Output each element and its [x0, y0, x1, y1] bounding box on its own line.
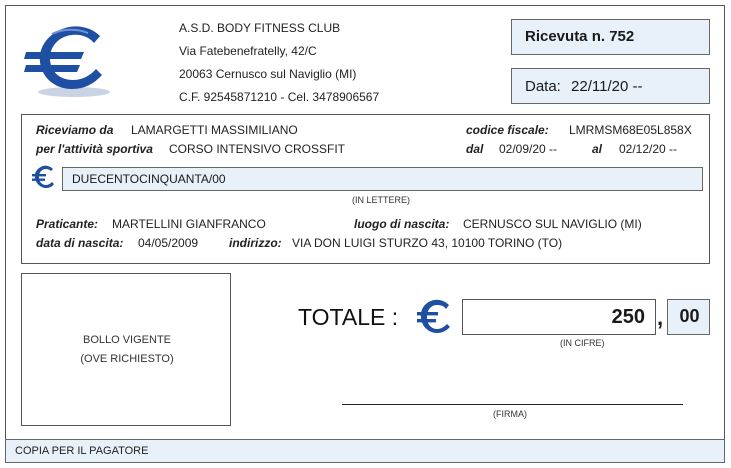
decimal-separator: , [657, 305, 664, 330]
euro-logo-icon [22, 22, 120, 100]
amount-in-words: DUECENTOCINQUANTA/00 [72, 172, 226, 186]
total-label: TOTALE : [298, 304, 399, 330]
total-cents: 00 [679, 306, 700, 326]
period-to-label: al [592, 142, 603, 156]
club-city: 20063 Cernusco sul Naviglio (MI) [179, 67, 357, 81]
tax-code-label: codice fiscale: [466, 123, 549, 137]
total-amount: 250 [611, 306, 645, 328]
club-fiscal-info: C.F. 92545871210 - Cel. 3478906567 [179, 90, 380, 104]
received-from-value: LAMARGETTI MASSIMILIANO [131, 123, 298, 137]
euro-icon [31, 164, 57, 190]
signature-caption: (FIRMA) [493, 409, 527, 419]
total-cents-field [667, 299, 710, 335]
tax-code-value: LMRMSM68E05L858X [569, 123, 692, 137]
date-box [511, 68, 710, 104]
receipt-number: Ricevuta n. 752 [525, 28, 635, 45]
receipt-number-box [511, 19, 710, 55]
birthplace-label: luogo di nascita: [354, 217, 450, 231]
amount-in-words-field [62, 167, 703, 191]
date-value: 22/11/20 -- [571, 78, 643, 95]
period-from-value: 02/09/20 -- [499, 142, 558, 156]
address-value: VIA DON LUIGI STURZO 43, 10100 TORINO (TO) [292, 236, 563, 250]
birthplace-value: CERNUSCO SUL NAVIGLIO (MI) [463, 217, 642, 231]
total-amount-field [462, 299, 656, 335]
signature-line [342, 404, 683, 405]
date-field [525, 78, 642, 95]
stamp-line-2: (OVE RICHIESTO) [80, 353, 174, 365]
in-figures-caption: (IN CIFRE) [560, 338, 605, 348]
stamp-line-1: BOLLO VIGENTE [82, 334, 172, 346]
athlete-value: MARTELLINI GIANFRANCO [112, 217, 266, 231]
athlete-label: Praticante: [36, 217, 99, 231]
euro-total-icon [416, 298, 454, 336]
address-label: indirizzo: [229, 236, 282, 250]
date-label: Data: [525, 78, 561, 95]
activity-value: CORSO INTENSIVO CROSSFIT [169, 142, 346, 156]
period-from-label: dal [466, 142, 484, 156]
received-from-label: Riceviamo da [36, 123, 114, 137]
club-name: A.S.D. BODY FITNESS CLUB [179, 21, 341, 35]
club-address: Via Fatebenefratelly, 42/C [179, 44, 317, 58]
footer-label: COPIA PER IL PAGATORE [15, 445, 149, 457]
activity-label: per l'attività sportiva [36, 142, 153, 156]
in-words-caption: (IN LETTERE) [352, 195, 411, 205]
birthdate-label: data di nascita: [36, 236, 124, 250]
birthdate-value: 04/05/2009 [138, 236, 199, 250]
footer-bar [5, 439, 725, 463]
stamp-box [21, 273, 231, 426]
period-to-value: 02/12/20 -- [619, 142, 678, 156]
